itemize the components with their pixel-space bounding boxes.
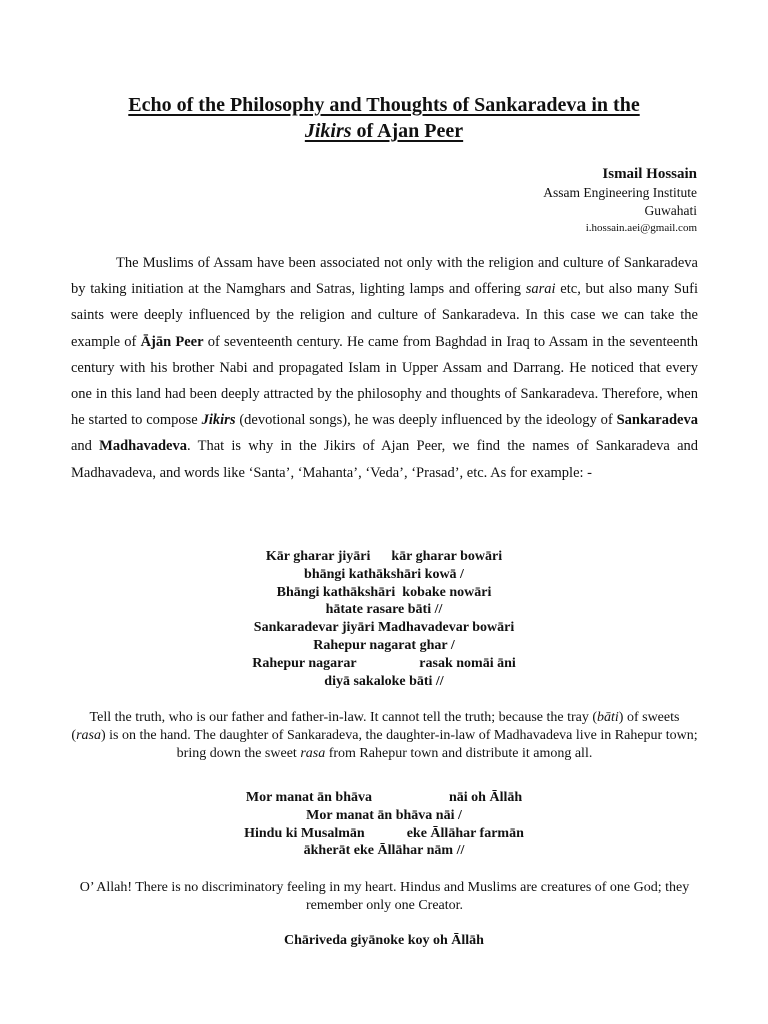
title-line-1: Echo of the Philosophy and Thoughts of Sankaradeva in the [128,94,640,116]
translation-1 [71,709,698,763]
title-italic-word: Jikirs [304,120,352,142]
author-city: Guwahati [644,203,697,218]
author-email: i.hossain.aei@gmail.com [585,222,697,234]
intro-text-3: of seventeenth century. He came from Baghdad in Iraq to Assam in the seventeenth century with his brother Nabi and propagated Islam in Upper Assam and Darrang. He noticed that every one in this land had been deeply attracted by the philosophy and thoughts of Sankaradeva. Therefore, when he started to compose [71,333,698,429]
intro-sankaradeva: Sankaradeva [616,412,698,429]
intro-madhavadeva: Madhavadeva [99,438,187,455]
translation-2: O’ Allah! There is no discriminatory feeling in my heart. Hindus and Muslims are creatures of one God; they remember only one Creator. [79,880,690,913]
translation-text: ) is on the hand. The daughter of Sankaradeva, the daughter-in-law of Madhavadeva live in Rahepur town; bring down the sweet [100,728,698,761]
intro-text-5: . That is why in the Jikirs of Ajan Peer, we find the names of Sankaradeva and Madhavadeva, and words like ‘Santa’, ‘Mahanta’, ‘Veda’, ‘Prasad’, etc. As for example: - [71,438,699,481]
verse-line: Sankaradevar jiyāri Madhavadevar bowāri [253,620,515,636]
author-name: Ismail Hossain [602,166,697,182]
intro-text-1: The Muslims of Assam have been associated not only with the religion and culture of Sankaradeva by taking initiation at the Namghars and Satras, lighting lamps and offering [71,255,698,298]
verse-line: Chāriveda giyānoke koy oh Āllāh [284,933,484,948]
translation-italic: rasa [76,728,101,743]
translation-text: Tell the truth, who is our father and father-in-law. It cannot tell the truth; because the tray ( [89,710,598,725]
verse-line: Mor manat ān bhāva nāi oh Āllāh [245,790,523,805]
intro-text-2: etc, but also many Sufi saints were deeply influenced by the religion and culture of Sankaradeva. In this case we can take the example of [71,281,698,350]
verse-3 [0,932,768,950]
translation-italic: rasa [300,746,326,761]
intro-ajan-peer: Ājān Peer [140,333,204,350]
verse-line: hātate rasare bāti // [325,602,443,618]
author-institute: Assam Engineering Institute [543,185,697,200]
title-line-2: of Ajan Peer [351,120,464,142]
verse-line: bhāngi kathākshāri kowā / [304,566,464,582]
verse-line: Rahepur nagarat ghar / [313,637,455,653]
intro-and: and [71,438,100,455]
verse-line: ākherāt eke Āllāhar nām // [303,843,465,859]
translation-text: from Rahepur town and distribute it among all. [325,746,593,761]
translation-text: ) of sweets ( [71,710,680,743]
paper-title [0,92,768,144]
translation-italic: bāti [597,710,619,725]
verse-line: Hindu ki Musalmān eke Āllāhar farmān [244,825,524,841]
verse-1 [0,548,768,690]
verse-line: Kār gharar jiyāri kār gharar bowāri [265,549,503,564]
verse-line: diyā sakaloke bāti // [324,673,444,689]
intro-paragraph [71,250,698,486]
verse-line: Mor manat ān bhāva nāi / [306,807,462,823]
verse-line: Rahepur nagarar rasak nomāi āni [252,655,516,671]
verse-line: Bhāngi kathākshāri kobake nowāri [276,584,492,600]
intro-jikirs: Jikirs [201,412,236,429]
intro-text-4: (devotional songs), he was deeply influenced by the ideology of [235,412,617,429]
intro-sarai: sarai [525,281,556,298]
verse-2 [0,789,768,860]
author-block [543,164,697,236]
